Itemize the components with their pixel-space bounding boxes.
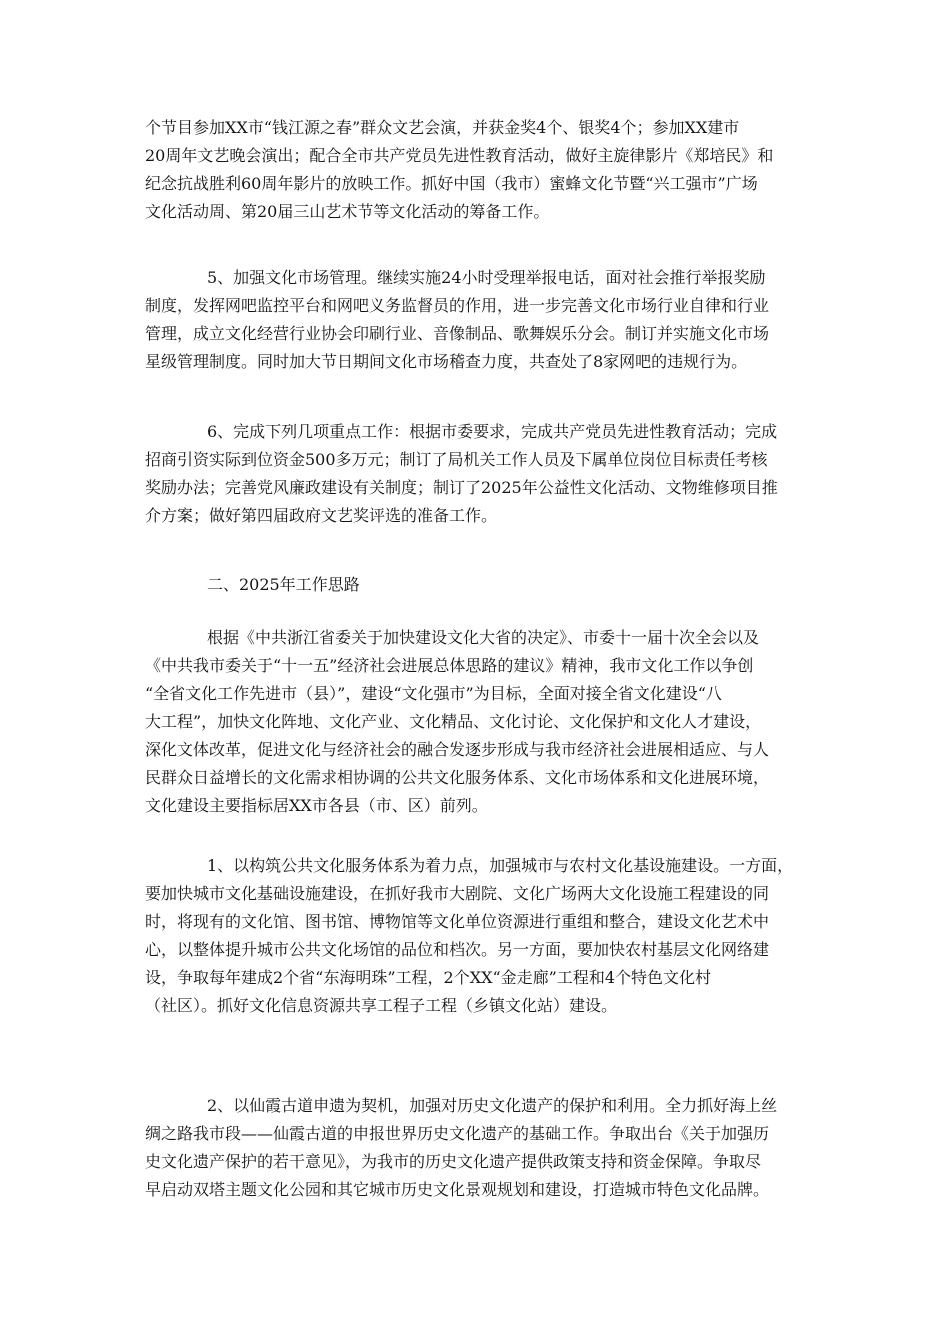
text-line: 大工程”，加快文化阵地、文化产业、文化精品、文化讨论、文化保护和文化人才建设， xyxy=(145,712,762,731)
text-line: 史文化遗产保护的若干意见》，为我市的历史文化遗产提供政策支持和资金保障。争取尽 xyxy=(145,1152,762,1171)
text-line: 介方案；做好第四届政府文艺奖评选的准备工作。 xyxy=(145,506,498,525)
text-line: 心，以整体提升城市公共文化场馆的品位和档次。另一方面，要加快农村基层文化网络建 xyxy=(145,940,770,959)
text-line: 管理，成立文化经营行业协会印刷行业、音像制品、歌舞娱乐分会。制订并实施文化市场 xyxy=(145,324,770,343)
heading-line: 二、2025年工作思路 xyxy=(207,575,360,594)
text-line: 深化文体改革，促进文化与经济社会的融合发逐步形成与我市经济社会进展相适应、与人 xyxy=(145,740,770,759)
paragraph-item-6 xyxy=(145,418,815,530)
text-line: 20周年文艺晚会演出；配合全市共产党员先进性教育活动，做好主旋律影片《郑培民》和 xyxy=(145,146,774,165)
paragraph-plan-2 xyxy=(145,1092,815,1204)
paragraph-basis xyxy=(145,624,815,820)
text-line: 个节目参加XX市“钱江源之春”群众文艺会演，并获金奖4个、银奖4个；参加XX建市 xyxy=(145,118,740,137)
text-line: 5、加强文化市场管理。继续实施24小时受理举报电话，面对社会推行举报奖励 xyxy=(207,268,766,287)
text-line: 奖励办法；完善党风廉政建设有关制度；制订了2025年公益性文化活动、文物维修项目推 xyxy=(145,478,778,497)
text-line: 2、以仙霞古道申遗为契机，加强对历史文化遗产的保护和利用。全力抓好海上丝 xyxy=(207,1096,778,1115)
text-line: 1、以构筑公共文化服务体系为着力点，加强城市与农村文化基设施建设。一方面， xyxy=(207,856,794,875)
text-line: 民群众日益增长的文化需求相协调的公共文化服务体系、文化市场体系和文化进展环境， xyxy=(145,768,770,787)
section-heading xyxy=(145,571,815,599)
text-line: 招商引资实际到位资金500多万元；制订了局机关工作人员及下属单位岗位目标责任考核 xyxy=(145,450,768,469)
text-line: 设，争取每年建成2个省“东海明珠”工程，2个XX“金走廊”工程和4个特色文化村 xyxy=(145,968,712,987)
text-line: 文化建设主要指标居XX市各县（市、区）前列。 xyxy=(145,796,488,815)
paragraph-plan-1 xyxy=(145,852,815,1020)
text-line: 星级管理制度。同时加大节日期间文化市场稽查力度，共查处了8家网吧的违规行为。 xyxy=(145,352,748,371)
text-line: “全省文化工作先进市（县）”，建设“文化强市”为目标，全面对接全省文化建设“八 xyxy=(145,684,722,703)
text-line: （社区）。抓好文化信息资源共享工程子工程（乡镇文化站）建设。 xyxy=(145,996,618,1015)
text-line: 时，将现有的文化馆、图书馆、博物馆等文化单位资源进行重组和整合，建设文化艺术中 xyxy=(145,912,770,931)
text-line: 制度，发挥网吧监控平台和网吧义务监督员的作用，进一步完善文化市场行业自律和行业 xyxy=(145,296,770,315)
text-line: 纪念抗战胜利60周年影片的放映工作。抓好中国（我市）蜜蜂文化节暨“兴工强市”广场 xyxy=(145,174,758,193)
text-line: 早启动双塔主题文化公园和其它城市历史文化景观规划和建设，打造城市特色文化品牌。 xyxy=(145,1180,770,1199)
text-line: 要加快城市文化基础设施建设，在抓好我市大剧院、文化广场两大文化设施工程建设的同 xyxy=(145,884,770,903)
paragraph-item-5 xyxy=(145,264,815,376)
text-line: 根据《中共浙江省委关于加快建设文化大省的决定》、市委十一届十次全会以及 xyxy=(207,628,760,647)
text-line: 6、完成下列几项重点工作：根据市委要求，完成共产党员先进性教育活动；完成 xyxy=(207,422,778,441)
text-line: 《中共我市委关于“十一五”经济社会进展总体思路的建议》精神，我市文化工作以争创 xyxy=(145,656,754,675)
text-line: 绸之路我市段——仙霞古道的申报世界历史文化遗产的基础工作。争取出台《关于加强历 xyxy=(145,1124,770,1143)
text-line: 文化活动周、第20届三山艺术节等文化活动的筹备工作。 xyxy=(145,202,550,221)
paragraph-continuation xyxy=(145,114,815,226)
